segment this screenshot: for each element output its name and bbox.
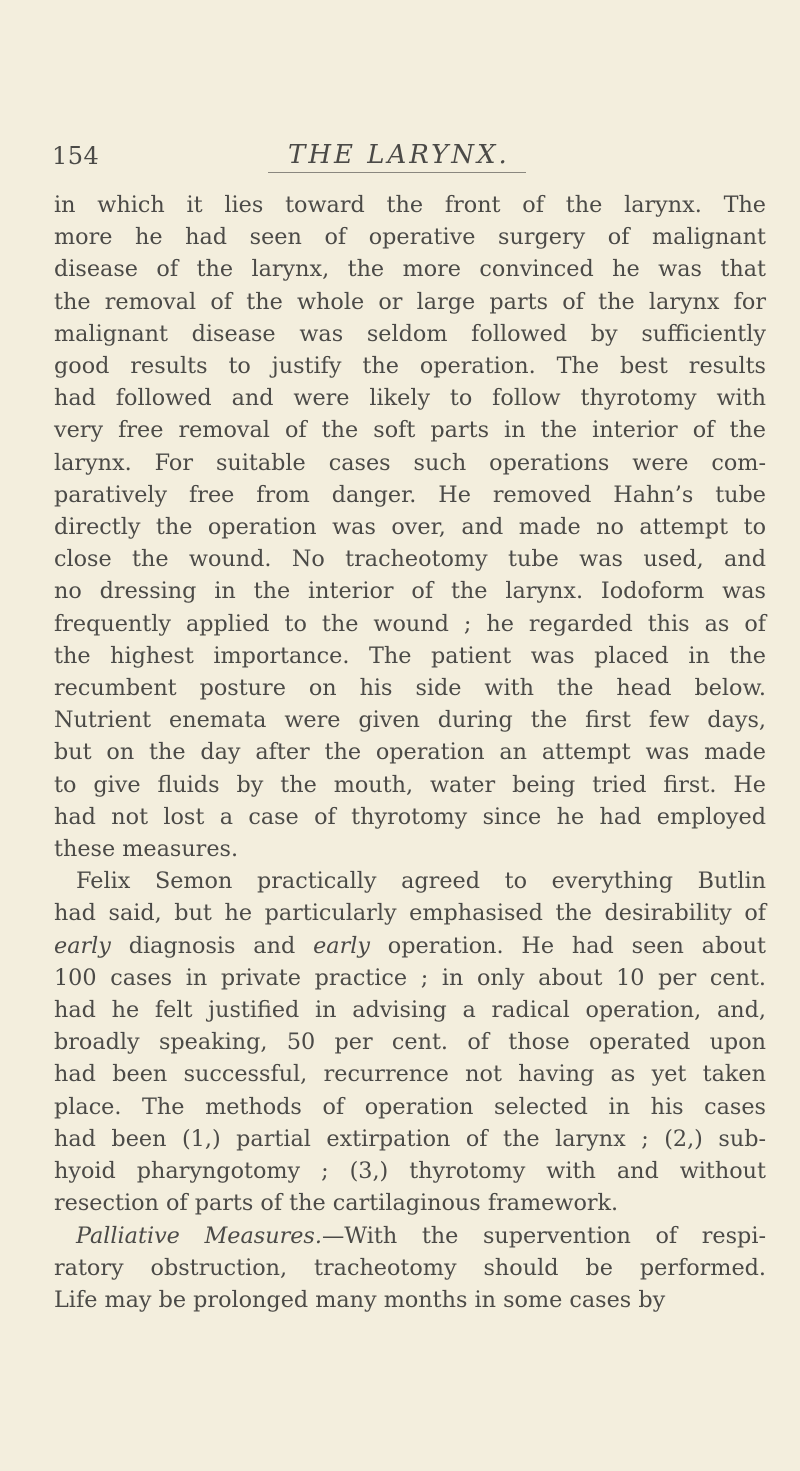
text-line: the highest importance. The patient was placed in the — [54, 642, 766, 669]
italic-early-2: early — [313, 932, 370, 959]
text-line: close the wound. No tracheotomy tube was used, and — [54, 546, 766, 573]
text-line: had been successful, recurrence not having as yet taken — [54, 1061, 766, 1088]
text-line: place. The methods of operation selected in his cases — [54, 1093, 766, 1120]
text-line: the removal of the whole or large parts of the larynx for — [54, 288, 766, 315]
section-heading-palliative: Palliative Measures. — [76, 1222, 322, 1249]
text-line: had followed and were likely to follow thyrotomy with — [54, 385, 766, 412]
text-line: Life may be prolonged many months in some cases by — [54, 1286, 666, 1313]
text-line: had been (1,) partial extirpation of the larynx ; (2,) sub- — [54, 1125, 766, 1152]
text-line: these measures. — [54, 836, 239, 863]
text-line: very free removal of the soft parts in the interior of the — [54, 417, 766, 444]
text-line: hyoid pharyngotomy ; (3,) thyrotomy with and without — [54, 1158, 766, 1185]
text-line-italic — [54, 1220, 766, 1252]
text-line: had said, but he particularly emphasised the desirability of — [54, 900, 766, 927]
text-line: had not lost a case of thyrotomy since he had employed — [54, 803, 766, 830]
text-line: no dressing in the interior of the larynx. Iodoform was — [54, 578, 766, 605]
text-line: to give fluids by the mouth, water being tried first. He — [54, 771, 766, 798]
text-line: larynx. For suitable cases such operations were com- — [54, 449, 766, 476]
italic-early-1: early — [54, 932, 111, 959]
text-line: good results to justify the operation. The best results — [54, 353, 766, 380]
text-fragment: diagnosis and — [110, 932, 314, 959]
text-line: 100 cases in private practice ; in only about 10 per cent. — [54, 964, 766, 991]
text-fragment: —With the supervention of respi- — [321, 1222, 766, 1249]
text-line: but on the day after the operation an attempt was made — [54, 739, 766, 766]
text-line: frequently applied to the wound ; he regarded this as of — [54, 610, 766, 637]
text-line: Felix Semon practically agreed to everything Butlin — [76, 868, 766, 895]
text-line: directly the operation was over, and made no attempt to — [54, 514, 766, 541]
text-line: malignant disease was seldom followed by sufficiently — [54, 320, 766, 347]
text-line: Nutrient enemata were given during the first few days, — [54, 707, 766, 734]
text-line: ratory obstruction, tracheotomy should be performed. — [54, 1254, 766, 1281]
body-text — [54, 189, 766, 1316]
page-header — [0, 140, 800, 184]
text-line: had he felt justified in advising a radical operation, and, — [54, 997, 766, 1024]
running-title: THE LARYNX. — [288, 140, 510, 170]
text-line: recumbent posture on his side with the head below. — [54, 675, 766, 702]
text-fragment: operation. He had seen about — [369, 932, 766, 959]
text-line: broadly speaking, 50 per cent. of those operated upon — [54, 1029, 766, 1056]
text-line-italic — [54, 930, 766, 962]
text-line: more he had seen of operative surgery of malignant — [54, 224, 766, 251]
page-number: 154 — [52, 142, 100, 170]
header-rule — [268, 172, 526, 173]
text-line: disease of the larynx, the more convinced he was that — [54, 256, 766, 283]
text-line: in which it lies toward the front of the larynx. The — [54, 192, 766, 218]
text-line: paratively free from danger. He removed Hahn’s tube — [54, 481, 766, 508]
text-line: resection of parts of the cartilaginous framework. — [54, 1190, 619, 1217]
